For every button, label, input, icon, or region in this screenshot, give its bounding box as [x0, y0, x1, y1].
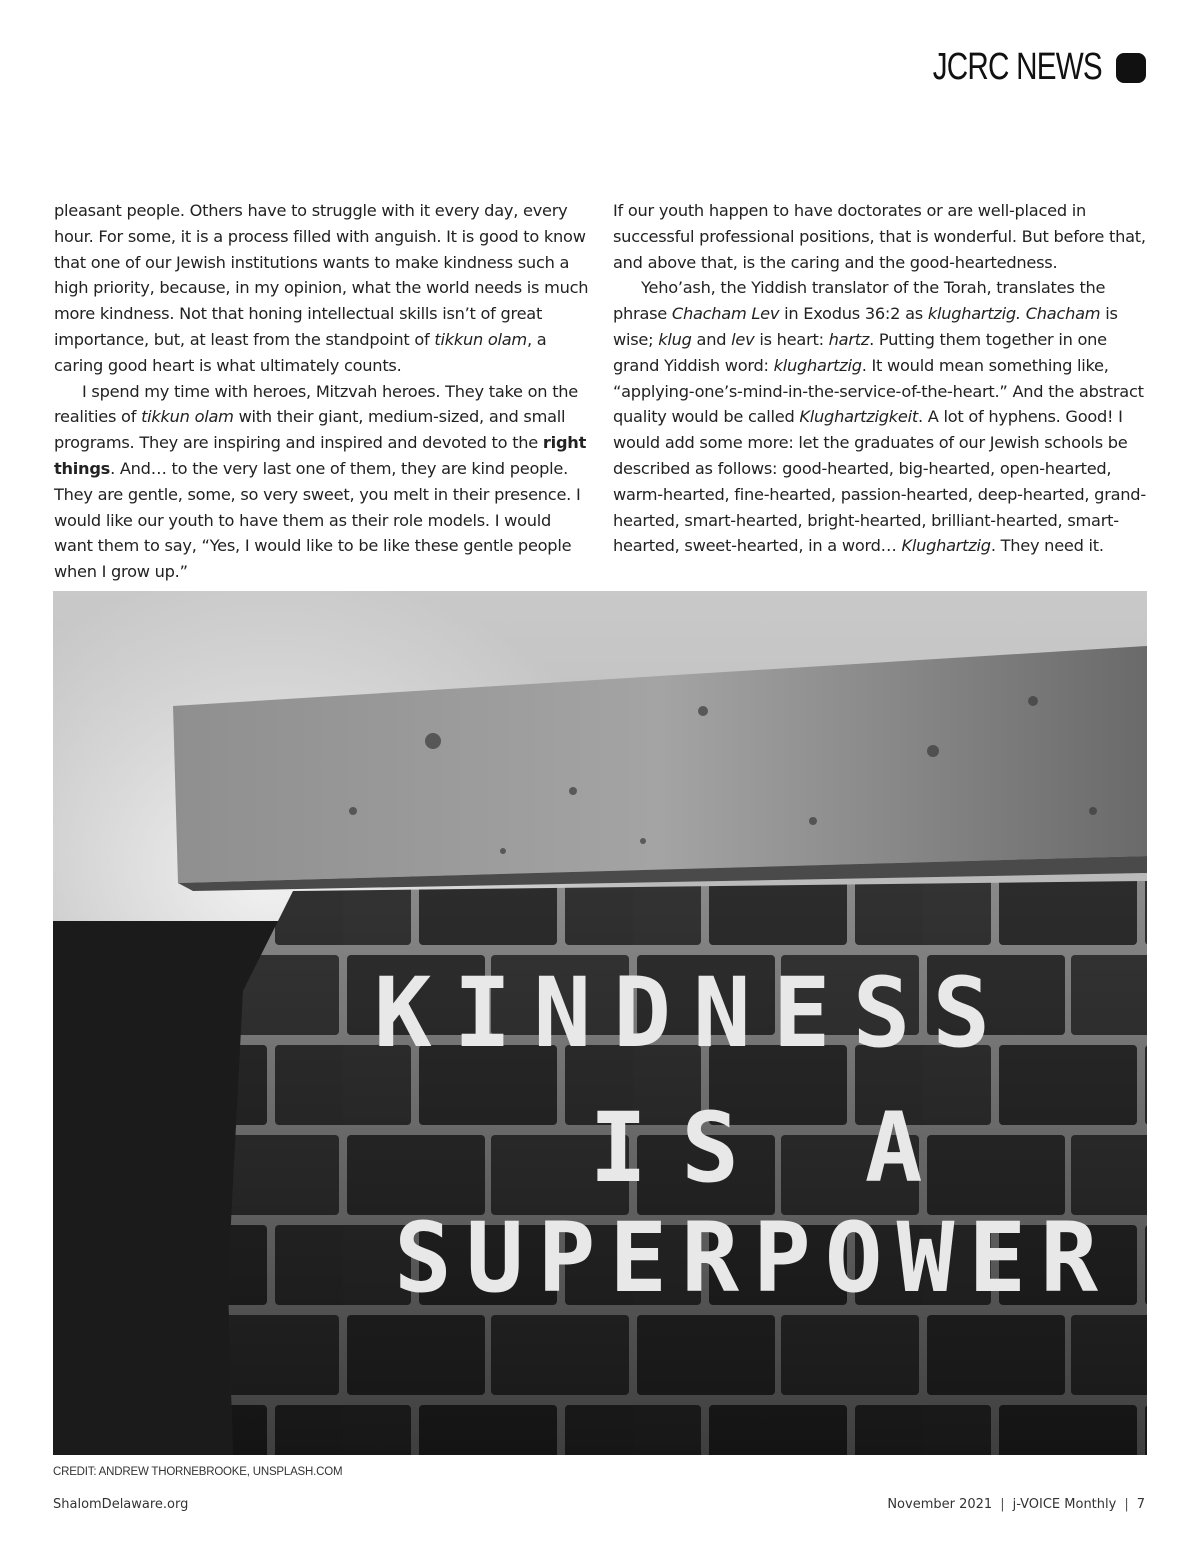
photo-word: KINDNESS — [373, 957, 1013, 1069]
footer-website: ShalomDelaware.org — [53, 1497, 189, 1512]
right-column — [613, 198, 1149, 559]
paragraph: pleasant people. Others have to struggle with it every day, every hour. For some, it is a process filled with anguish. It is good to know that one of our Jewish institutions wants to make kindness such a high priority, because, in my opinion, what the world needs is much more kindness. Not that honing intellectual skills isn’t of great importance, but, at least from the standpoint of tikkun olam, a caring good heart is what ultimately counts. — [54, 201, 589, 375]
page-number: 7 — [1136, 1497, 1145, 1512]
section-header — [885, 46, 1146, 89]
section-marker-icon — [1116, 53, 1146, 83]
photo-word: SUPERPOWER — [394, 1202, 1112, 1314]
footer-separator: | — [1124, 1497, 1129, 1512]
left-column — [54, 198, 590, 585]
footer-info — [887, 1497, 1145, 1512]
section-title: JCRC NEWS — [932, 46, 1102, 88]
paragraph: I spend my time with heroes, Mitzvah heroes. They take on the realities of tikkun olam with their giant, medium-sized, and small programs. They are inspiring and inspired and devoted to the right things. And… to the very last one of them, they are kind people. They are gentle, some, so very sweet, you melt in their presence. I would like our youth to have them as their role models. I would want them to say, “Yes, I would like to be like these gentle people when I grow up.” — [54, 381, 587, 582]
photo-credit: CREDIT: ANDREW THORNEBROOKE, UNSPLASH.COM — [53, 1466, 343, 1478]
footer-separator: | — [1000, 1497, 1005, 1512]
photo-word: IS A — [589, 1092, 957, 1204]
brick-wall-photo — [53, 591, 1147, 1455]
paragraph: Yeho’ash, the Yiddish translator of the Torah, translates the phrase Chacham Lev in Exodus 36:2 as klughartzig. Chacham is wise; klug and lev is heart: hartz. Putting them together in one grand Yiddish word: klughartzig. It would mean something like, “applying-one’s-mind-in-the-service-of-the-heart.” And the abstract quality would be called Klughartzigkeit. A lot of hyphens. Good! I would add some more: let the graduates of our Jewish schools be described as follows: good-hearted, big-hearted, open-hearted, warm-hearted, fine-hearted, passion-hearted, deep-hearted, grand-hearted, smart-hearted, bright-hearted, brilliant-hearted, smart-hearted, sweet-hearted, in a word… Klughartzig. They need it. — [613, 278, 1146, 556]
paragraph: If our youth happen to have doctorates or are well-placed in successful professional positions, that is wonderful. But before that, and above that, is the caring and the good-heartedness. — [613, 201, 1146, 272]
publication-name: j-VOICE Monthly — [1012, 1497, 1117, 1512]
issue-date: November 2021 — [887, 1497, 993, 1512]
